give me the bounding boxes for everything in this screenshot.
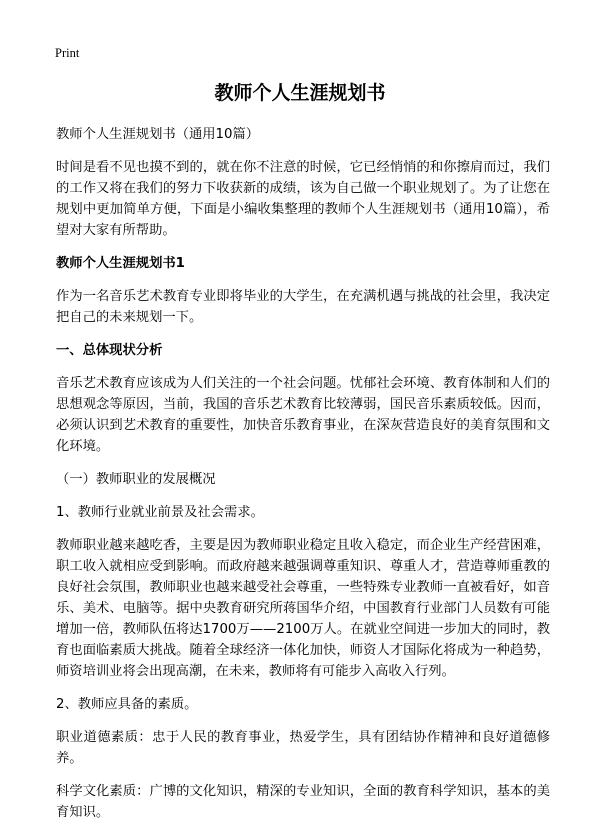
science-quality-paragraph: 科学文化素质：广博的文化知识，精深的专业知识，全面的教育科学知识，基本的美育知识。 bbox=[56, 784, 550, 820]
point-heading-employment: 1、教师行业就业前景及社会需求。 bbox=[56, 505, 264, 520]
overall-analysis-heading: 一、总体现状分析 bbox=[56, 343, 163, 358]
employment-paragraph: 教师职业越来越吃香，主要是因为教师职业稳定且收入稳定，而企业生产经营困难，职工收入就相应受到影响。而政府越来越强调尊重知识、尊重人才，营造尊师重教的良好社会氛围，教师职业也越来越受社会尊重，一些特殊专业教师一直被看好，如音乐、美术、电脑等。据中央教育研究所蒋国华介绍，中国教育行业部门人员数有可能增加一倍，教师队伍将达1700万——2100万人。在就业空间进一步加大的同时，教育也面临素质大挑战。随着全球经济一体化加快，师资人才国际化将成为一种趋势，师资培训业将会出现高潮，在未来，教师将有可能步入高收入行列。 bbox=[56, 538, 550, 679]
subsection-heading: （一）教师职业的发展概况 bbox=[56, 472, 216, 487]
page-title: 教师个人生涯规划书 bbox=[214, 82, 386, 104]
document-body bbox=[56, 124, 550, 835]
section-intro-paragraph: 作为一名音乐艺术教育专业即将毕业的大学生，在充满机遇与挑战的社会里，我决定把自己的未来规划一下。 bbox=[56, 289, 550, 325]
print-link[interactable]: Print bbox=[55, 46, 80, 60]
section-heading: 教师个人生涯规划书1 bbox=[56, 256, 185, 271]
overall-analysis-paragraph: 音乐艺术教育应该成为人们关注的一个社会问题。忧郁社会环境、教育体制和人们的思想观念等原因，当前，我国的音乐艺术教育比较薄弱，国民音乐素质较低。因而，必须认识到艺术教育的重要性，加快音乐教育事业，在深灰营造良好的美育氛围和文化环境。 bbox=[56, 376, 550, 454]
document-subtitle: 教师个人生涯规划书（通用10篇） bbox=[56, 127, 260, 142]
moral-quality-paragraph: 职业道德素质：忠于人民的教育事业，热爱学生，具有团结协作精神和良好道德修养。 bbox=[56, 730, 550, 766]
point-heading-qualities: 2、教师应具备的素质。 bbox=[56, 697, 198, 712]
intro-paragraph: 时间是看不见也摸不到的，就在你不注意的时候，它已经悄悄的和你擦肩而过，我们的工作又将在我们的努力下收获新的成绩，该为自己做一个职业规划了。为了让您在规划中更加简单方便，下面是小编收集整理的教师个人生涯规划书（通用10篇），希望对大家有所帮助。 bbox=[56, 160, 550, 238]
